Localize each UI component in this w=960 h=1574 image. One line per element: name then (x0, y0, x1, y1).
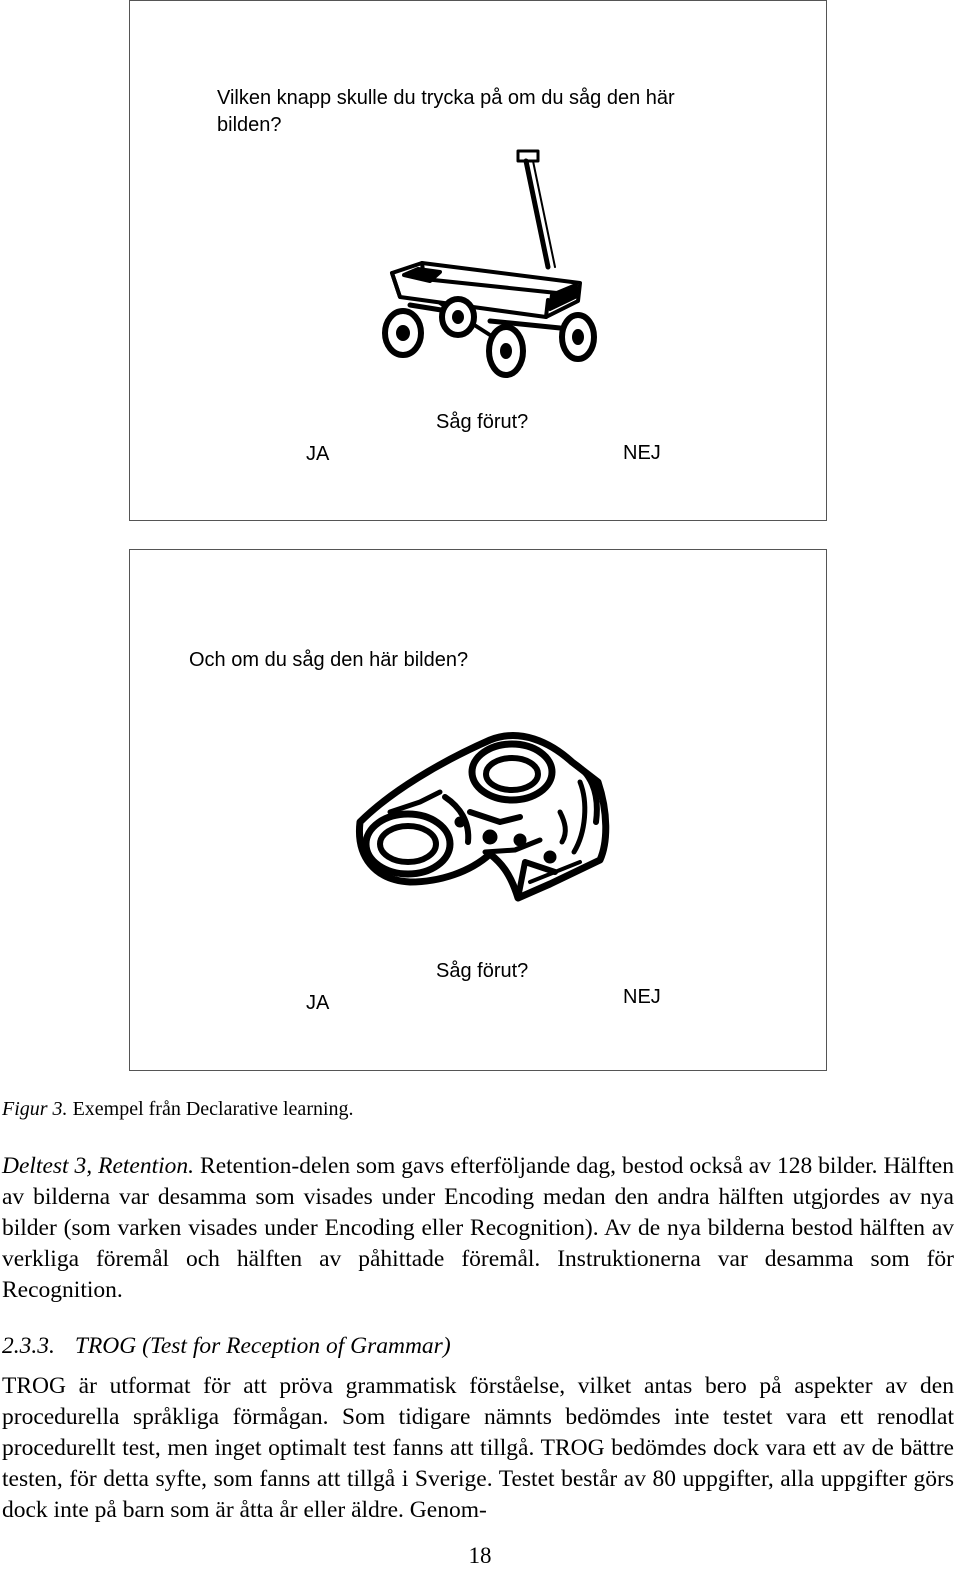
panel1-question-line2: bilden? (217, 114, 282, 136)
page-number: 18 (468, 1543, 492, 1568)
panel2-question: Och om du såg den här bilden? (189, 649, 469, 671)
panel1-prompt: Såg förut? (436, 411, 529, 433)
wagon-illustration (370, 145, 620, 385)
figure-caption-text: Exempel från Declarative learning. (72, 1098, 354, 1120)
panel2-yes-label: JA (306, 992, 330, 1014)
panel2-prompt: Såg förut? (436, 960, 529, 982)
section-number: 2.3.3. (2, 1333, 55, 1359)
panel2-no-label: NEJ (623, 986, 661, 1008)
retention-text: Retention-delen som gavs efterföljande dag, bestod också av 128 bilder. Hälften av bilderna var desamma som visades under Encoding medan den andra hälften utgjordes av nya bilder (som varken visades under Encoding eller Recognition). Av de nya bilderna bestod hälften av verkliga föremål och hälften av påhittade föremål. Instruktionerna var desamma som för Recognition. (2, 1153, 954, 1303)
retention-paragraph (2, 1151, 954, 1306)
section-paragraph: TROG är utformat för att pröva grammatisk förståelse, vilket antas bero på aspekter av den procedurella språkliga förmågan. Som tidigare nämnts bedömdes inte testet vara ett renodlat procedurellt test, men inget optimalt test fanns att tillgå. TROG bedömdes dock vara ett av de bättre testen, för detta syfte, som fanns att tillgå i Sverige. Testet består av 80 uppgifter, alla uppgifter görs dock inte på barn som är åtta år eller äldre. Genom- (2, 1373, 954, 1523)
figure-caption-label: Figur 3. (2, 1098, 68, 1120)
retention-title: Deltest 3, Retention. (2, 1153, 195, 1179)
section-title: TROG (Test for Reception of Grammar) (74, 1333, 451, 1359)
section-heading (2, 1333, 451, 1360)
abstract-object-illustration (350, 722, 610, 907)
panel1-yes-label: JA (306, 443, 330, 465)
panel1-question-line1: Vilken knapp skulle du trycka på om du såg den här (217, 87, 675, 109)
panel1-no-label: NEJ (623, 442, 661, 464)
figure-caption (2, 1098, 354, 1121)
